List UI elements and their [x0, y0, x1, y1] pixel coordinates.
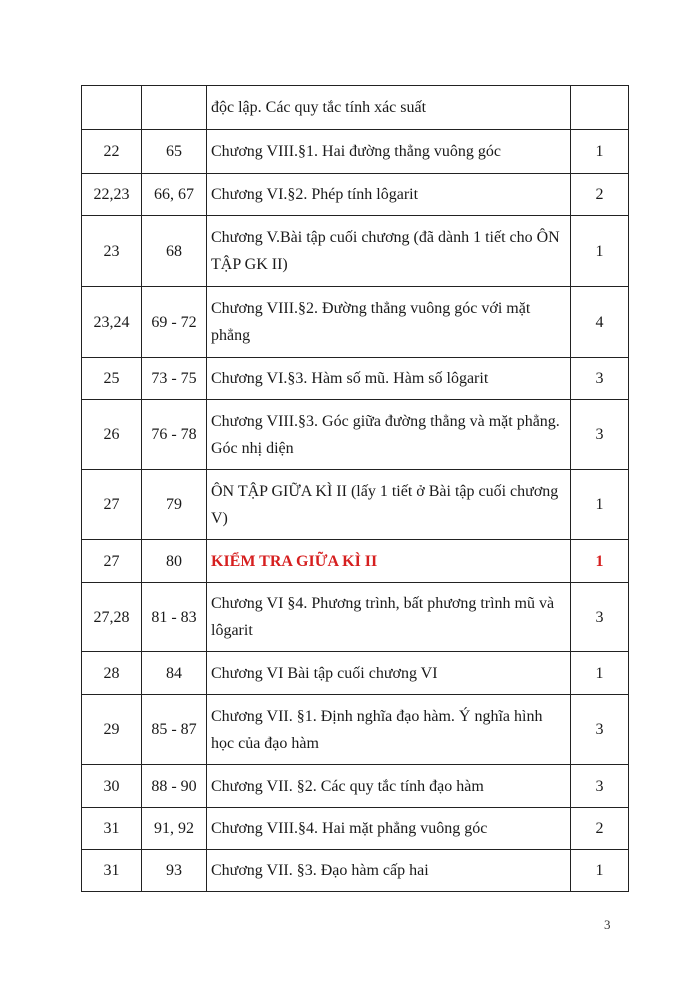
table-row [82, 130, 629, 174]
period-cell: 81 - 83 [142, 583, 207, 652]
count-cell: 3 [571, 765, 629, 808]
topic-cell: Chương VII. §2. Các quy tắc tính đạo hàm [207, 765, 571, 808]
table-row [82, 216, 629, 287]
period-cell: 73 - 75 [142, 358, 207, 400]
count-cell: 1 [571, 850, 629, 892]
count-cell: 1 [571, 652, 629, 695]
topic-cell: Chương VI §4. Phương trình, bất phương trình mũ và lôgarit [207, 583, 571, 652]
period-cell: 79 [142, 470, 207, 540]
page-number: 3 [604, 917, 611, 932]
topic-cell: độc lập. Các quy tắc tính xác suất [207, 86, 571, 130]
topic-cell: Chương VI.§2. Phép tính lôgarit [207, 174, 571, 216]
topic-cell: Chương VIII.§3. Góc giữa đường thẳng và mặt phẳng. Góc nhị diện [207, 400, 571, 470]
week-cell: 22 [82, 130, 142, 174]
table-row [82, 174, 629, 216]
topic-cell-exam: KIỂM TRA GIỮA KÌ II [207, 540, 571, 583]
week-cell: 27,28 [82, 583, 142, 652]
week-cell: 23 [82, 216, 142, 287]
count-cell [571, 86, 629, 130]
table-row [82, 86, 629, 130]
count-cell: 3 [571, 695, 629, 765]
week-cell: 27 [82, 540, 142, 583]
table-row [82, 400, 629, 470]
week-cell [82, 86, 142, 130]
count-cell: 3 [571, 400, 629, 470]
period-cell: 91, 92 [142, 808, 207, 850]
week-cell: 29 [82, 695, 142, 765]
topic-cell: Chương VII. §1. Định nghĩa đạo hàm. Ý nghĩa hình học của đạo hàm [207, 695, 571, 765]
table-row [82, 695, 629, 765]
table-row [82, 583, 629, 652]
table-row [82, 287, 629, 358]
count-cell-exam: 1 [571, 540, 629, 583]
period-cell: 65 [142, 130, 207, 174]
period-cell: 80 [142, 540, 207, 583]
topic-cell: Chương VIII.§4. Hai mặt phẳng vuông góc [207, 808, 571, 850]
period-cell [142, 86, 207, 130]
table-row [82, 652, 629, 695]
lesson-plan-table [81, 85, 629, 892]
topic-cell: Chương VIII.§1. Hai đường thẳng vuông góc [207, 130, 571, 174]
table-row [82, 358, 629, 400]
period-cell: 84 [142, 652, 207, 695]
count-cell: 3 [571, 583, 629, 652]
count-cell: 1 [571, 130, 629, 174]
week-cell: 22,23 [82, 174, 142, 216]
count-cell: 4 [571, 287, 629, 358]
week-cell: 27 [82, 470, 142, 540]
count-cell: 3 [571, 358, 629, 400]
count-cell: 2 [571, 174, 629, 216]
week-cell: 30 [82, 765, 142, 808]
count-cell: 1 [571, 216, 629, 287]
topic-cell: Chương VII. §3. Đạo hàm cấp hai [207, 850, 571, 892]
period-cell: 68 [142, 216, 207, 287]
topic-cell: ÔN TẬP GIỮA KÌ II (lấy 1 tiết ở Bài tập cuối chương V) [207, 470, 571, 540]
week-cell: 26 [82, 400, 142, 470]
count-cell: 1 [571, 470, 629, 540]
period-cell: 69 - 72 [142, 287, 207, 358]
topic-cell: Chương VI Bài tập cuối chương VI [207, 652, 571, 695]
table-row [82, 808, 629, 850]
week-cell: 23,24 [82, 287, 142, 358]
week-cell: 28 [82, 652, 142, 695]
period-cell: 76 - 78 [142, 400, 207, 470]
period-cell: 93 [142, 850, 207, 892]
count-cell: 2 [571, 808, 629, 850]
period-cell: 85 - 87 [142, 695, 207, 765]
period-cell: 66, 67 [142, 174, 207, 216]
week-cell: 31 [82, 808, 142, 850]
week-cell: 25 [82, 358, 142, 400]
period-cell: 88 - 90 [142, 765, 207, 808]
topic-cell: Chương V.Bài tập cuối chương (đã dành 1 tiết cho ÔN TẬP GK II) [207, 216, 571, 287]
table-row-exam [82, 540, 629, 583]
week-cell: 31 [82, 850, 142, 892]
table-row [82, 470, 629, 540]
table-row [82, 850, 629, 892]
topic-cell: Chương VI.§3. Hàm số mũ. Hàm số lôgarit [207, 358, 571, 400]
table-row [82, 765, 629, 808]
topic-cell: Chương VIII.§2. Đường thẳng vuông góc với mặt phẳng [207, 287, 571, 358]
